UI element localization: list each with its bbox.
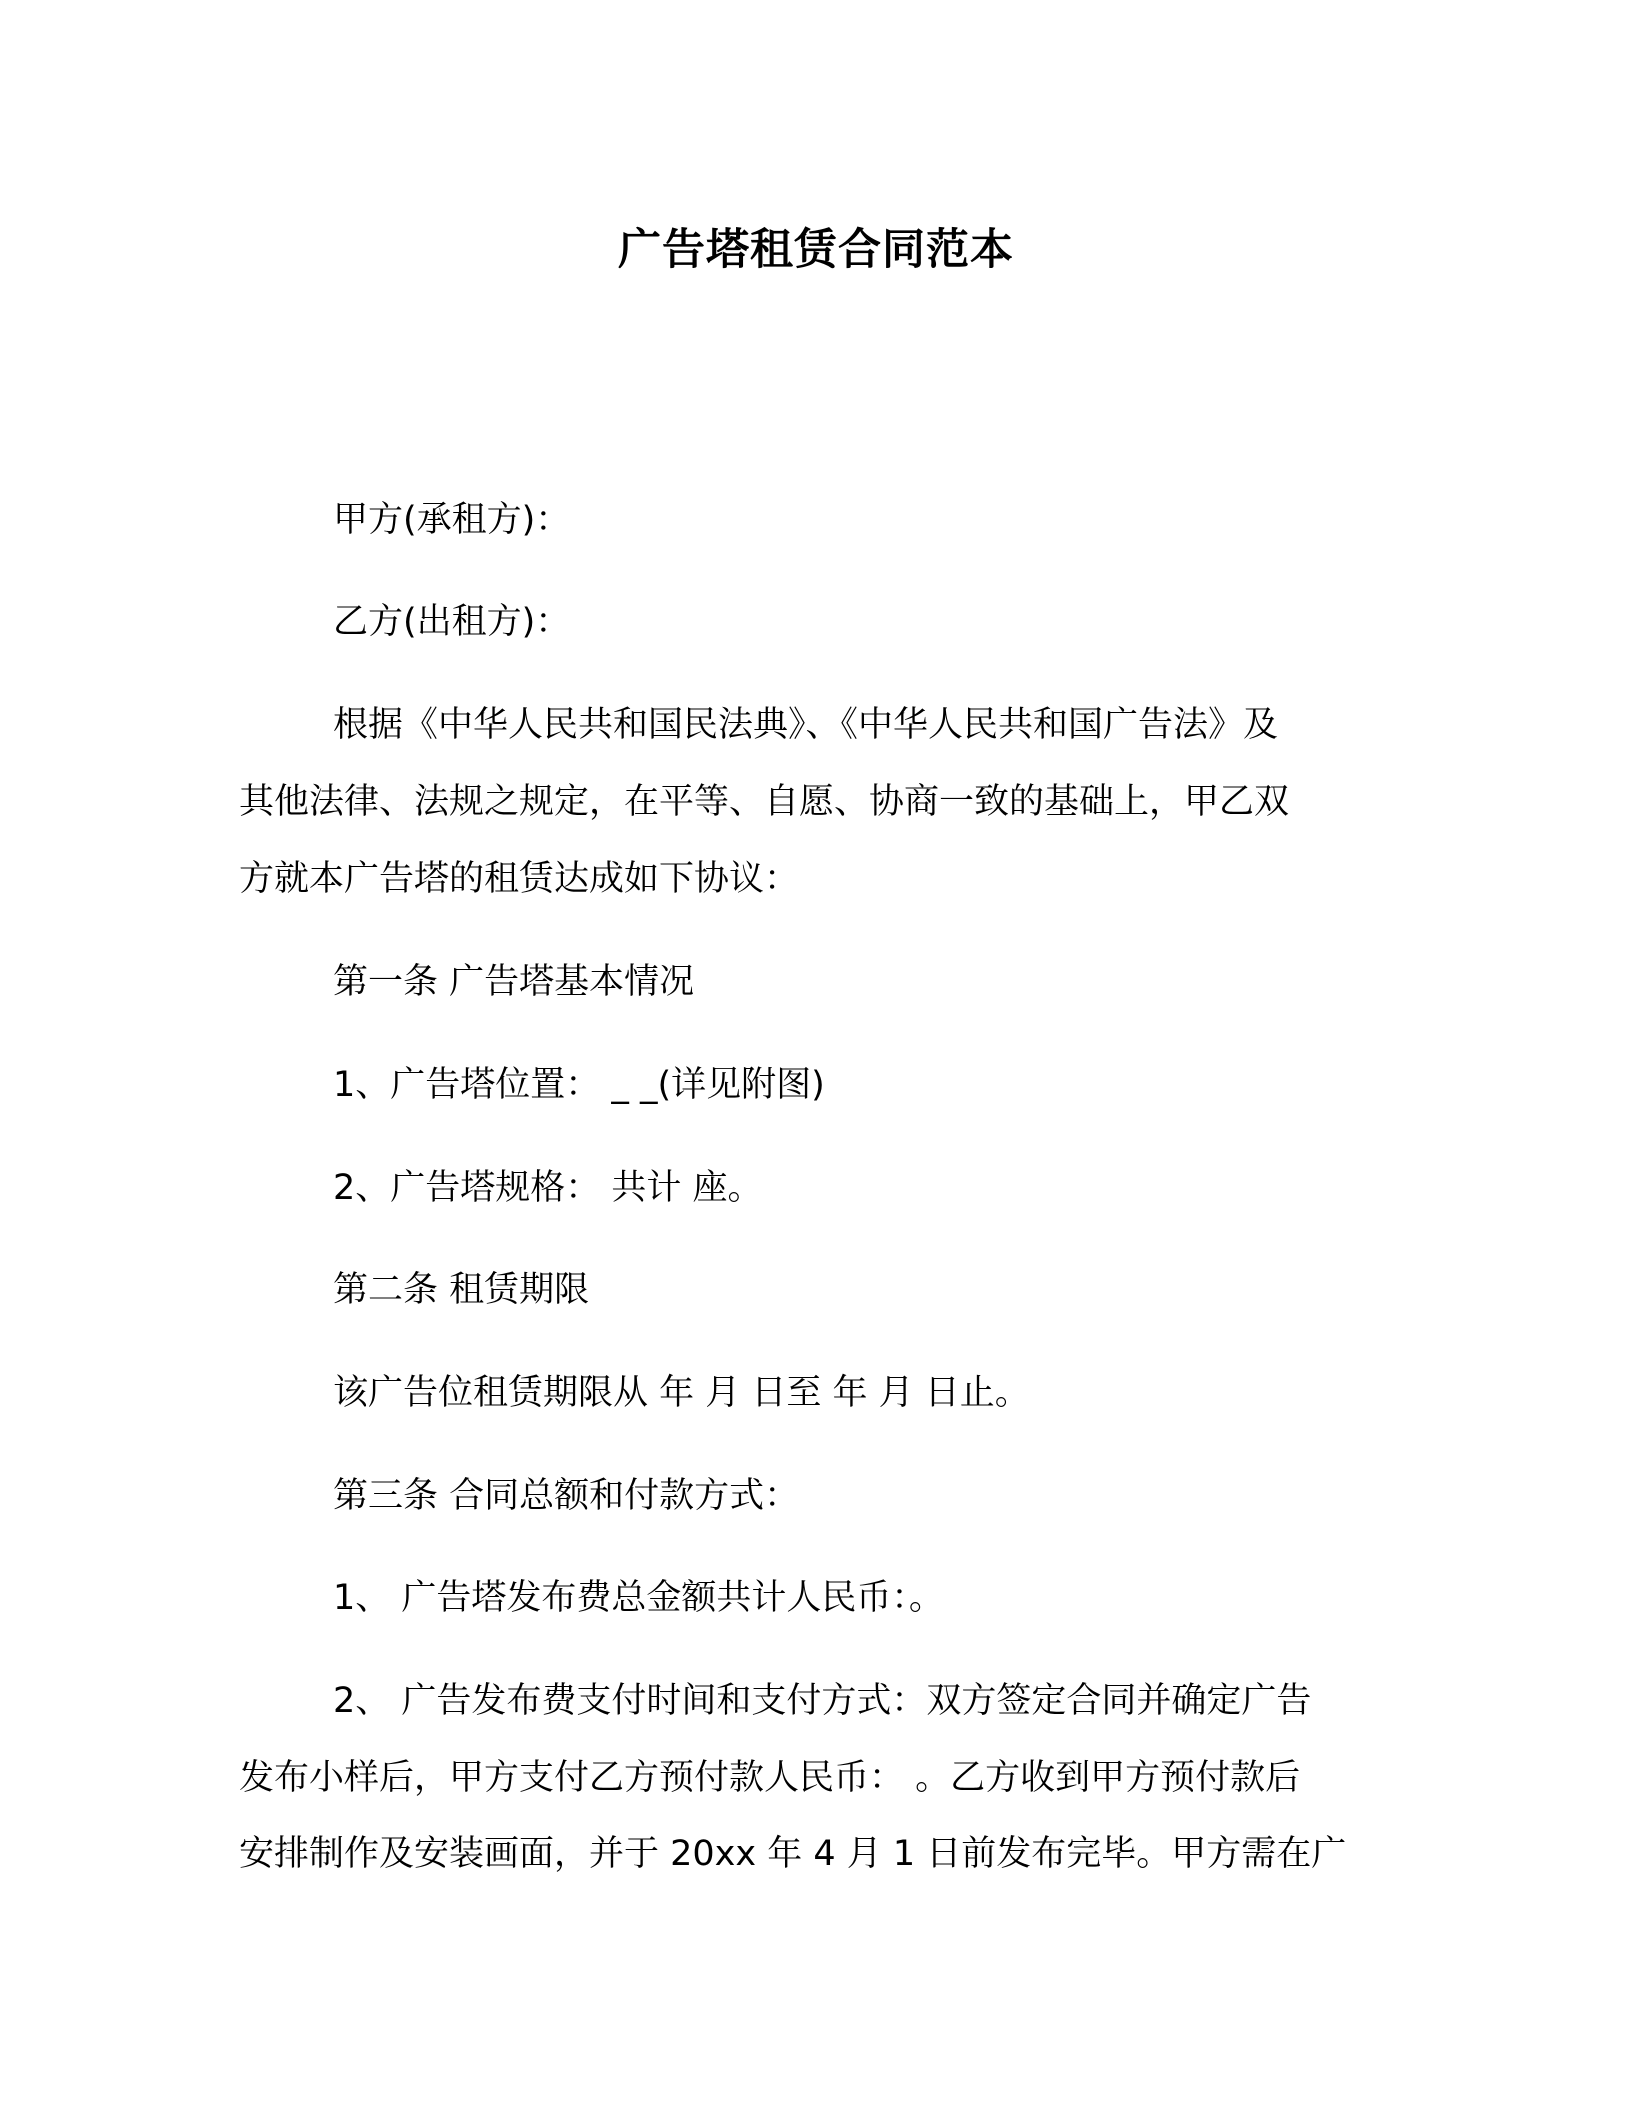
article-3-item-2-line-3: 安排制作及安装画面，并于 20xx 年 4 月 1 日前发布完毕。甲方需在广 (239, 1834, 1347, 1874)
party-a-line: 甲方(承租方)： (333, 500, 571, 540)
article-3-item-2-line-1: 2、 广告发布费支付时间和支付方式：双方签定合同并确定广告 (333, 1681, 1312, 1721)
article-1-item-1: 1、广告塔位置： _ _(详见附图) (333, 1065, 825, 1105)
article-2-text: 该广告位租赁期限从 年 月 日至 年 月 日止。 (333, 1373, 1030, 1413)
article-3-item-1: 1、 广告塔发布费总金额共计人民币：。 (333, 1578, 944, 1618)
article-1-heading: 第一条 广告塔基本情况 (333, 962, 695, 1002)
article-2-heading: 第二条 租赁期限 (333, 1270, 590, 1310)
article-3-heading: 第三条 合同总额和付款方式： (333, 1476, 800, 1516)
preamble-line-1: 根据《中华人民共和国民法典》、《中华人民共和国广告法》及 (333, 705, 1279, 745)
article-3-item-2-line-2: 发布小样后，甲方支付乙方预付款人民币： 。乙方收到甲方预付款后 (239, 1758, 1301, 1798)
document-title: 广告塔租赁合同范本 (618, 225, 1014, 275)
preamble-line-3: 方就本广告塔的租赁达成如下协议： (239, 859, 800, 899)
article-1-item-2: 2、广告塔规格： 共计 座。 (333, 1168, 763, 1208)
party-b-line: 乙方(出租方)： (333, 602, 571, 642)
preamble-line-2: 其他法律、法规之规定，在平等、自愿、协商一致的基础上，甲乙双 (239, 782, 1290, 822)
